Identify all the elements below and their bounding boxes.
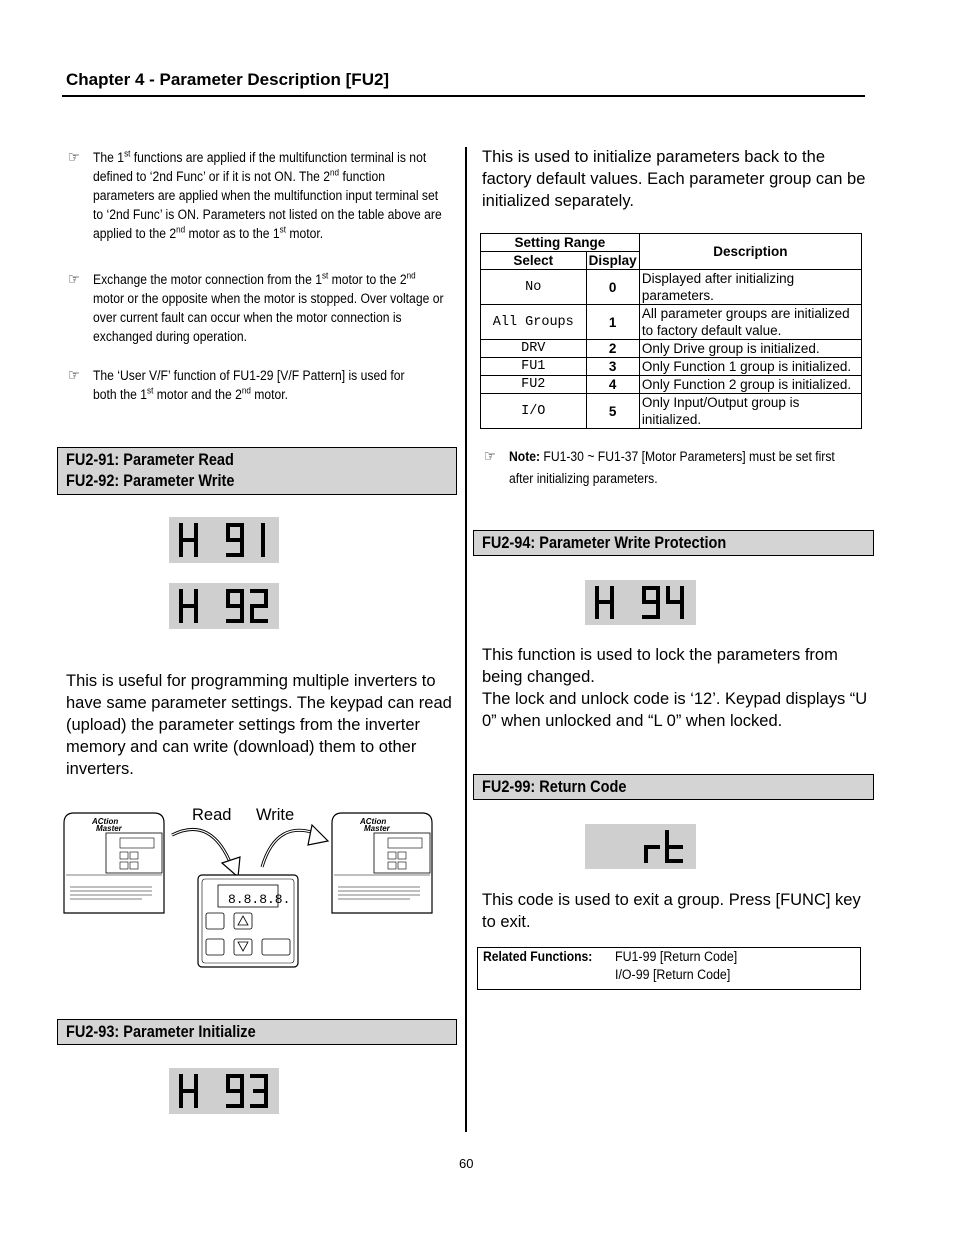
pointing-hand-icon: ☞ xyxy=(483,448,496,465)
lcd-display-rt xyxy=(585,824,696,869)
select-cell: FU1 xyxy=(481,358,587,376)
protection-text-2: The lock and unlock code is ‘12’. Keypad displays “U 0” when unlocked and “L 0” when locked. xyxy=(482,690,868,730)
related-functions-box xyxy=(477,947,861,990)
return-description: This code is used to exit a group. Press [FUNC] key to exit. xyxy=(482,891,861,931)
chapter-title: Chapter 4 - Parameter Description [FU2] xyxy=(66,70,390,89)
note-text: Note: FU1-30 ~ FU1-37 [Motor Parameters] must be set first after initializing parameters. xyxy=(509,449,835,486)
page-number: 60 xyxy=(459,1156,474,1171)
upload-download-figure xyxy=(62,805,442,970)
display-cell: 1 xyxy=(586,305,639,340)
lcd-h93-glyphs xyxy=(169,1068,279,1114)
motor-parameters-note xyxy=(483,446,856,490)
display-cell: 0 xyxy=(586,270,639,305)
lcd-display-h93 xyxy=(169,1068,279,1114)
brand-logo-left-2: Master xyxy=(96,824,122,833)
protection-text-1: This function is used to lock the parameters from being changed. xyxy=(482,646,838,686)
related-function-item: I/O-99 [Return Code] xyxy=(615,967,731,982)
setting-range-table xyxy=(480,233,862,429)
select-cell: No xyxy=(481,270,587,305)
note-3-text: The ‘User V/F’ function of FU1-29 [V/F Pattern] is used for both the 1st motor and the 2nd motor. xyxy=(93,368,405,402)
header-display: Display xyxy=(586,252,639,270)
keypad-display: 8.8.8.8. xyxy=(228,892,291,907)
select-cell: All Groups xyxy=(481,305,587,340)
select-cell: FU2 xyxy=(481,376,587,394)
note-3 xyxy=(67,366,431,404)
column-divider xyxy=(465,147,467,1132)
section-title-return-code: FU2-99: Return Code xyxy=(482,778,627,796)
select-cell: DRV xyxy=(481,340,587,358)
brand-logo-right-2: Master xyxy=(364,824,390,833)
section-header-initialize xyxy=(57,1019,457,1045)
description-cell: Only Function 1 group is initialized. xyxy=(639,358,861,376)
lcd-rt-glyphs xyxy=(585,824,696,869)
header-description: Description xyxy=(639,234,861,270)
header-rule xyxy=(62,95,865,97)
display-cell: 3 xyxy=(586,358,639,376)
description-cell: Only Function 2 group is initialized. xyxy=(639,376,861,394)
display-cell: 5 xyxy=(586,394,639,429)
section-header-read-write xyxy=(57,447,457,495)
brand-logo-right-1: ACtion xyxy=(360,817,387,826)
table-row xyxy=(481,305,862,340)
section-title-read: FU2-91: Parameter Read xyxy=(66,451,234,469)
lcd-display-h91 xyxy=(169,517,279,563)
pointing-hand-icon: ☞ xyxy=(67,149,80,166)
lcd-h92-glyphs xyxy=(169,583,279,629)
header-select: Select xyxy=(481,252,587,270)
table-row xyxy=(481,270,862,305)
display-cell: 2 xyxy=(586,340,639,358)
related-functions-label: Related Functions: xyxy=(483,949,593,964)
brand-logo-left-1: ACtion xyxy=(92,817,119,826)
note-2-text: Exchange the motor connection from the 1st motor to the 2nd motor or the opposite when the motor is stopped. Over voltage or over current fault can occur when the motor connection is exchanged during operation. xyxy=(93,270,444,344)
header-setting-range: Setting Range xyxy=(481,234,640,252)
initialize-description: This is used to initialize parameters back to the factory default values. Each parameter group can be initialized separately. xyxy=(482,148,866,210)
lcd-h91-glyphs xyxy=(169,517,279,563)
section-title-write: FU2-92: Parameter Write xyxy=(66,472,235,490)
display-cell: 4 xyxy=(586,376,639,394)
table-row xyxy=(481,358,862,376)
table-row xyxy=(481,376,862,394)
table-row xyxy=(481,394,862,429)
description-cell: Only Drive group is initialized. xyxy=(639,340,861,358)
pointing-hand-icon: ☞ xyxy=(67,367,80,384)
description-cell: Only Input/Output group is initialized. xyxy=(639,394,861,429)
related-function-item: FU1-99 [Return Code] xyxy=(615,949,738,964)
section-header-write-protection xyxy=(473,530,874,556)
lcd-display-h94 xyxy=(585,580,696,625)
note-2 xyxy=(67,270,449,346)
section-title-initialize: FU2-93: Parameter Initialize xyxy=(66,1023,256,1041)
note-1-text: The 1st functions are applied if the multifunction terminal is not defined to ‘2nd Func’ or if it is not ON. The 2nd function parameters are applied when the multifunction input terminal set to ‘2nd Func’ is ON. Parameters not listed on the table above are applied to the 2nd motor as to the 1st motor. xyxy=(93,148,442,241)
section-header-return-code xyxy=(473,774,874,800)
lcd-h94-glyphs xyxy=(585,580,696,625)
lcd-display-h92 xyxy=(169,583,279,629)
section-title-write-protection: FU2-94: Parameter Write Protection xyxy=(482,534,727,552)
read-write-description: This is useful for programming multiple inverters to have same parameter settings. The keypad can read (upload) the parameter settings from the inverter memory and can write (download) them to other inverters. xyxy=(66,672,452,778)
protection-description xyxy=(482,644,872,732)
table-row xyxy=(481,340,862,358)
select-cell: I/O xyxy=(481,394,587,429)
pointing-hand-icon: ☞ xyxy=(67,271,80,288)
description-cell: All parameter groups are initialized to factory default value. xyxy=(639,305,861,340)
description-cell: Displayed after initializing parameters. xyxy=(639,270,861,305)
note-1 xyxy=(67,148,449,243)
read-label: Read xyxy=(192,806,232,824)
write-label: Write xyxy=(256,806,295,824)
